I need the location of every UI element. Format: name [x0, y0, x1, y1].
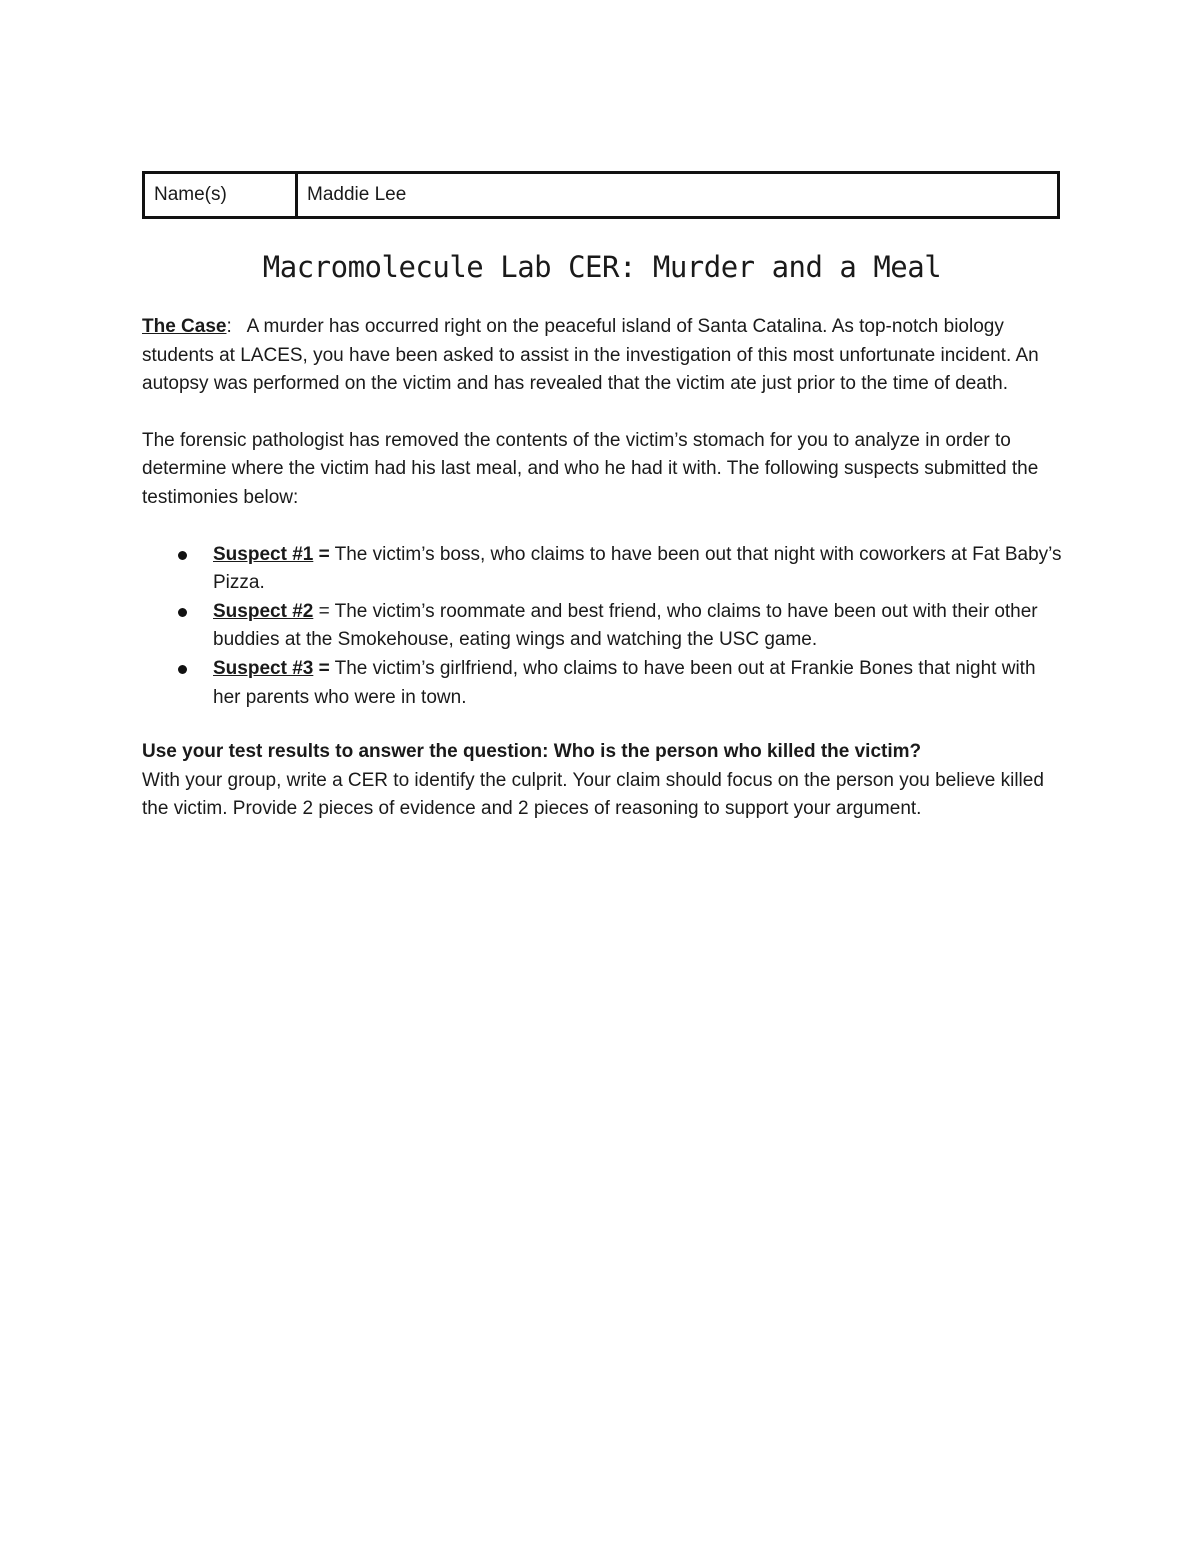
document-page [142, 171, 1062, 824]
suspect-list [142, 541, 1062, 713]
bullet-icon [178, 551, 187, 560]
suspect-equals: = [313, 543, 330, 565]
suspect-label: Suspect #3 [213, 657, 314, 679]
name-label: Name(s) [144, 173, 297, 218]
name-table [142, 171, 1060, 219]
bullet-icon [178, 608, 187, 617]
suspect-text: = The victim’s roommate and best friend, who claims to have been out with their other buddies at the Smokehouse, eating wings and watching the USC game. [213, 600, 1038, 651]
bullet-icon [178, 665, 187, 674]
case-paragraph [142, 313, 1062, 399]
forensic-paragraph: The forensic pathologist has removed the contents of the victim’s stomach for you to analyze in order to determine where the victim had his last meal, and who he had it with. The following suspects submitted the testimonies below: [142, 429, 1039, 508]
suspect-item [142, 598, 1062, 655]
suspect-text: The victim’s boss, who claims to have been out that night with coworkers at Fat Baby’s Pizza. [213, 543, 1062, 594]
instructions-paragraph: With your group, write a CER to identify the culprit. Your claim should focus on the person you believe killed the victim. Provide 2 pieces of evidence and 2 pieces of reasoning to support your argument. [142, 769, 1044, 820]
case-separator: : [226, 316, 232, 337]
name-value: Maddie Lee [297, 173, 1059, 218]
suspect-text: The victim’s girlfriend, who claims to have been out at Frankie Bones that night with her parents who were in town. [213, 657, 1036, 708]
case-label: The Case [142, 316, 227, 337]
question-heading: Use your test results to answer the question: Who is the person who killed the victim? [142, 741, 922, 763]
name-row [144, 173, 1059, 218]
document-title: Macromolecule Lab CER: Murder and a Meal [262, 250, 942, 284]
suspect-item [142, 655, 1062, 712]
suspect-item [142, 541, 1062, 598]
suspect-label: Suspect #2 [213, 600, 314, 622]
suspect-equals: = [313, 657, 330, 679]
suspect-label: Suspect #1 [213, 543, 314, 565]
case-text: A murder has occurred right on the peaceful island of Santa Catalina. As top-notch biology students at LACES, you have been asked to assist in the investigation of this most unfortunate incident. An autopsy was performed on the victim and has revealed that the victim ate just prior to the time of death. [142, 316, 1039, 395]
